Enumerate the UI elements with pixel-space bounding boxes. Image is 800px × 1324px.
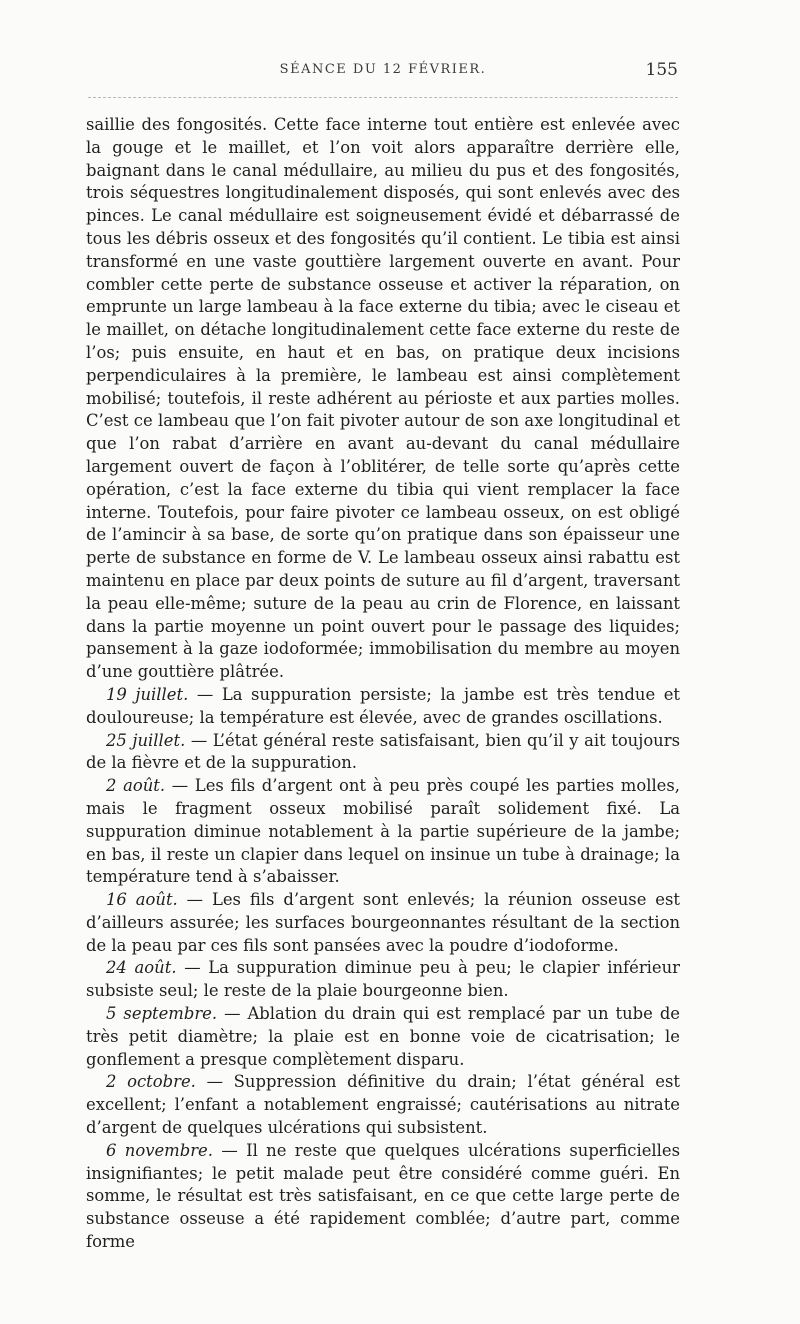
page-number: 155 — [645, 60, 678, 80]
body-text — [86, 114, 680, 1254]
entry-text: — Ablation du drain qui est remplacé par un tube de très petit diamètre; la plaie est en bonne voie de cicatrisation; le gonflement a presque complètement disparu. — [86, 1004, 681, 1069]
book-page — [86, 0, 680, 1324]
entry-2-octobre — [86, 1071, 680, 1139]
entry-date: 16 août. — [106, 890, 178, 910]
entry-text: — La suppuration persiste; la jambe est très tendue et douloureuse; la température est élevée, avec de grandes oscillations. — [86, 684, 680, 727]
entry-text: — Les fils d’argent sont enlevés; la réunion osseuse est d’ailleurs assurée; les surfaces bourgeonnantes résultant de la section de la peau par ces fils sont pansées avec la poudre d’iodoforme. — [86, 890, 680, 955]
entry-25-juillet — [86, 730, 680, 776]
entry-date: 24 août. — [106, 958, 177, 978]
header-rule — [88, 97, 678, 98]
entry-2-aout — [86, 775, 680, 889]
entry-16-aout — [86, 889, 680, 957]
entry-19-juillet — [86, 684, 680, 730]
entry-date: 19 juillet. — [106, 684, 189, 704]
running-head — [86, 62, 680, 86]
entry-5-septembre — [86, 1003, 680, 1071]
entry-date: 2 octobre. — [106, 1072, 196, 1092]
entry-text: — Les fils d’argent ont à peu près coupé les parties molles, mais le fragment osseux mobilisé paraît solidement fixé. La suppuration diminue notablement à la partie supérieure de la jambe; en bas, il reste un clapier dans lequel on insinue un tube à drainage; la température tend à s’abaisser. — [86, 776, 681, 887]
entry-24-aout — [86, 957, 680, 1003]
opening-paragraph: saillie des fongosités. Cette face interne tout entière est enlevée avec la gouge et le maillet, et l’on voit alors apparaître derrière elle, baignant dans le canal médullaire, au milieu du pus et des fongosités, trois séquestres longitudinalement disposés, qui sont enlevés avec des pinces. Le canal médullaire est soigneusement évidé et débarrassé de tous les débris osseux et des fongosités qu’il contient. Le tibia est ainsi transformé en une vaste gouttière largement ouverte en avant. Pour combler cette perte de substance osseuse et activer la réparation, on emprunte un large lambeau à la face externe du tibia; avec le ciseau et le maillet, on détache longitudinalement cette face externe du reste de l’os; puis ensuite, en haut et en bas, on pratique deux incisions perpendiculaires à la première, le lambeau est ainsi complètement mobilisé; toutefois, il reste adhérent au périoste et aux parties molles. C’est ce lambeau que l’on fait pivoter autour de son axe longitudinal et que l’on rabat d’arrière en avant au-devant du canal médullaire largement ouvert de façon à l’oblitérer, de telle sorte qu’après cette opération, c’est la face externe du tibia qui vient remplacer la face interne. Toutefois, pour faire pivoter ce lambeau osseux, on est obligé de l’amincir à sa base, de sorte qu’on pratique dans son épaisseur une perte de substance en forme de V. Le lambeau osseux ainsi rabattu est maintenu en place par deux points de suture au fil d’argent, traversant la peau elle-même; suture de la peau au crin de Florence, en laissant dans la partie moyenne un point ouvert pour le passage des liquides; pansement à la gaze iodoformée; immobilisation du membre au moyen d’une gouttière plâtrée. — [86, 115, 680, 682]
entry-text: — L’état général reste satisfaisant, bien qu’il y ait toujours de la fièvre et de la suppuration. — [86, 730, 680, 773]
entry-6-novembre — [86, 1140, 680, 1254]
entry-text: — Suppression définitive du drain; l’état général est excellent; l’enfant a notablement engraissé; cautérisations au nitrate d’argent de quelques ulcérations qui subsistent. — [86, 1072, 680, 1138]
entry-text: — Il ne reste que quelques ulcérations superficielles insignifiantes; le petit malade peut être considéré comme guéri. En somme, le résultat est très satisfaisant, en ce que cette large perte de substance osseuse a été rapidement comblée; d’autre part, comme forme — [86, 1140, 680, 1252]
entry-text: — La suppuration diminue peu à peu; le clapier inférieur subsiste seul; le reste de la plaie bourgeonne bien. — [86, 958, 680, 1001]
entry-date: 25 juillet. — [106, 730, 186, 750]
entry-date: 6 novembre. — [106, 1140, 213, 1160]
entry-date: 2 août. — [106, 776, 166, 796]
running-title: SÉANCE DU 12 FÉVRIER. — [279, 62, 487, 77]
entry-date: 5 septembre. — [106, 1004, 218, 1024]
